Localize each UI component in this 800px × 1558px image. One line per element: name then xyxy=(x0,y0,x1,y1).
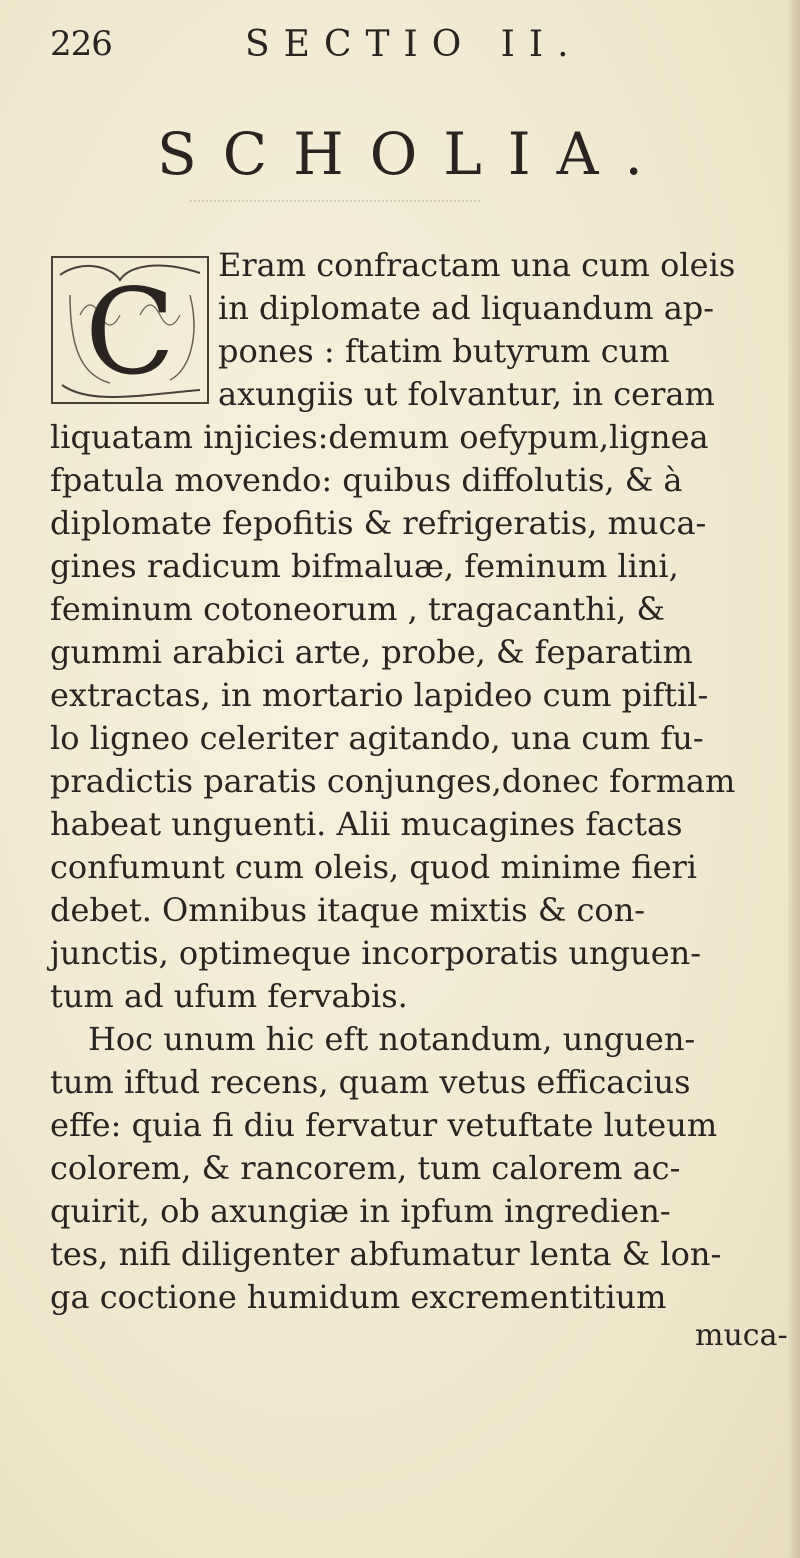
text-line: effe: quia fi diu fervatur vetuftate luteum xyxy=(50,1106,718,1144)
text-line: extractas, in mortario lapideo cum piftil- xyxy=(50,676,709,714)
text-line: colorem, & rancorem, tum calorem ac- xyxy=(50,1149,681,1187)
drop-cap-letter: C xyxy=(84,263,176,401)
text-line: feminum cotoneorum , tragacanthi, & xyxy=(50,590,665,628)
text-line: gummi arabici arte, probe, & feparatim xyxy=(50,633,693,671)
text-line: axungiis ut folvantur, in ceram xyxy=(218,375,715,413)
text-line: lo ligneo celeriter agitando, una cum fu- xyxy=(50,719,704,757)
text-line: liquatam injicies:demum oefypum,lignea xyxy=(50,418,709,456)
text-line: tes, nifi diligenter abfumatur lenta & lon- xyxy=(50,1235,722,1273)
text-line: fpatula movendo: quibus diffolutis, & à xyxy=(50,461,683,499)
text-line: quirit, ob axungiæ in ipfum ingredien- xyxy=(50,1192,671,1230)
text-line: Hoc unum hic eft notandum, unguen- xyxy=(88,1020,696,1058)
text-line: tum ad ufum fervabis. xyxy=(50,977,408,1015)
text-line: diplomate fepofitis & refrigeratis, muca- xyxy=(50,504,707,542)
text-line: pradictis paratis conjunges,donec formam xyxy=(50,762,736,800)
text-line: ga coctione humidum excrementitium xyxy=(50,1278,667,1316)
text-line: gines radicum bifmaluæ, feminum lini, xyxy=(50,547,679,585)
text-line: junctis, optimeque incorporatis unguen- xyxy=(50,934,702,972)
scholia-heading: SCHOLIA. xyxy=(157,120,669,188)
text-line: Eram confractam una cum oleis xyxy=(218,246,736,284)
page-number: 226 xyxy=(50,24,112,64)
text-line: confumunt cum oleis, quod minime fieri xyxy=(50,848,698,886)
text-line: debet. Omnibus itaque mixtis & con- xyxy=(50,891,646,929)
text-line: in diplomate ad liquandum ap- xyxy=(218,289,715,327)
text-line: habeat unguenti. Alii mucagines factas xyxy=(50,805,683,843)
text-line: pones : ftatim butyrum cum xyxy=(218,332,670,370)
catchword: muca- xyxy=(695,1318,788,1353)
section-title: SECTIO II. xyxy=(245,24,583,65)
text-line: tum iftud recens, quam vetus efficacius xyxy=(50,1063,691,1101)
